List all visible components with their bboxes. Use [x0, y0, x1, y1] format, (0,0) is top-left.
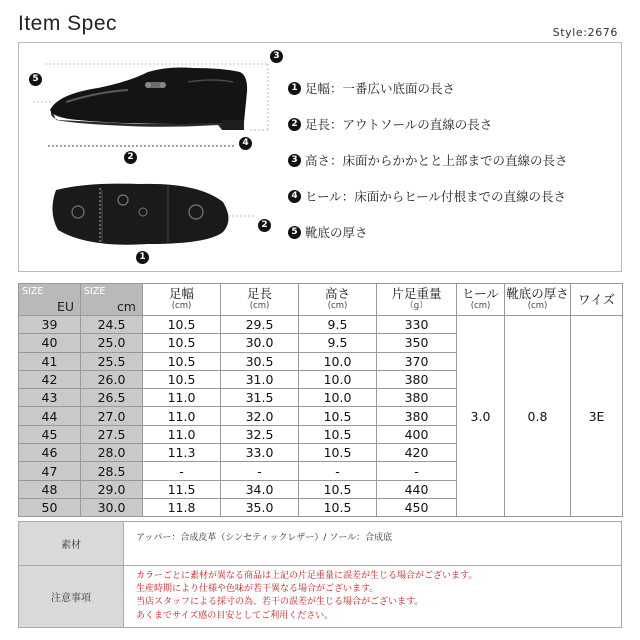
marker-4: 4	[239, 137, 252, 150]
cell-cm: 25.5	[81, 352, 143, 370]
cell-length: 33.0	[221, 444, 299, 462]
cell-weight: 370	[377, 352, 457, 370]
header-sole-thickness: 靴底の厚さ (cm)	[505, 284, 571, 316]
cell-cm: 27.0	[81, 407, 143, 425]
cell-width: 11.0	[143, 389, 221, 407]
cell-width: -	[143, 462, 221, 480]
cell-length: 34.0	[221, 480, 299, 498]
legend-item-3	[288, 142, 628, 178]
legend-number: 3	[288, 154, 301, 167]
cell-weight: 380	[377, 389, 457, 407]
legend-item-1	[288, 70, 628, 106]
legend-text: 足長：アウトソールの直線の長さ	[305, 117, 493, 132]
cell-length: 31.0	[221, 370, 299, 388]
cell-eu: 44	[19, 407, 81, 425]
header-length: 足長 (cm)	[221, 284, 299, 316]
cell-heel: 3.0	[457, 316, 505, 517]
legend-text: 靴底の厚さ	[305, 225, 368, 240]
size-table	[18, 283, 623, 517]
cell-weight: 420	[377, 444, 457, 462]
cell-eu: 41	[19, 352, 81, 370]
material-label: 素材	[19, 522, 124, 566]
cell-cm: 24.5	[81, 316, 143, 334]
cell-eu: 48	[19, 480, 81, 498]
cell-weight: 380	[377, 370, 457, 388]
style-code: Style:2676	[552, 26, 618, 39]
legend-item-4	[288, 178, 628, 214]
cell-cm: 25.0	[81, 334, 143, 352]
cell-weight: 400	[377, 425, 457, 443]
cell-cm: 28.5	[81, 462, 143, 480]
cell-eu: 45	[19, 425, 81, 443]
header-size-cm: SIZE cm	[81, 284, 143, 316]
cell-cm: 26.0	[81, 370, 143, 388]
cell-weight: 350	[377, 334, 457, 352]
cell-width: 11.0	[143, 425, 221, 443]
cell-height: 10.5	[299, 498, 377, 516]
cell-weight: 380	[377, 407, 457, 425]
cell-eu: 46	[19, 444, 81, 462]
cell-height: 10.5	[299, 407, 377, 425]
marker-1: 1	[136, 251, 149, 264]
cell-cm: 30.0	[81, 498, 143, 516]
cell-height: 10.0	[299, 389, 377, 407]
cell-width: 11.5	[143, 480, 221, 498]
cell-length: 30.5	[221, 352, 299, 370]
cell-eu: 47	[19, 462, 81, 480]
cell-length: 35.0	[221, 498, 299, 516]
caution-line: 生産時期により仕様や色味が若干異なる場合がございます。	[136, 584, 379, 595]
cell-length: 30.0	[221, 334, 299, 352]
caution-line: カラーごとに素材が異なる商品は上記の片足重量に誤差が生じる場合がございます。	[136, 571, 478, 581]
cell-width: 10.5	[143, 352, 221, 370]
cell-height: 10.5	[299, 444, 377, 462]
cell-eu: 39	[19, 316, 81, 334]
cell-eu: 50	[19, 498, 81, 516]
cell-height: 10.0	[299, 370, 377, 388]
cell-eu: 42	[19, 370, 81, 388]
material-text: アッパー：合成皮革（シンセティックレザー）/ ソール：合成底	[124, 522, 622, 566]
caution-line: あくまでサイズ感の目安としてご利用ください。	[136, 610, 334, 621]
header-width: 足幅 (cm)	[143, 284, 221, 316]
caution-row	[19, 566, 622, 628]
marker-3: 3	[270, 50, 283, 63]
caution-label: 注意事項	[19, 566, 124, 628]
cell-cm: 26.5	[81, 389, 143, 407]
legend-number: 5	[288, 226, 301, 239]
legend-number: 2	[288, 118, 301, 131]
cell-width: 11.3	[143, 444, 221, 462]
notes-table	[18, 521, 622, 628]
cell-weight: -	[377, 462, 457, 480]
cell-cm: 28.0	[81, 444, 143, 462]
header-size-eu: SIZE EU	[19, 284, 81, 316]
marker-5: 5	[29, 73, 42, 86]
caution-content	[124, 566, 622, 628]
cell-width: 11.8	[143, 498, 221, 516]
cell-length: 29.5	[221, 316, 299, 334]
cell-wise: 3E	[571, 316, 623, 517]
cell-eu: 43	[19, 389, 81, 407]
cell-weight: 330	[377, 316, 457, 334]
cell-length: 31.5	[221, 389, 299, 407]
header-heel: ヒール (cm)	[457, 284, 505, 316]
header-weight: 片足重量 （g）	[377, 284, 457, 316]
cell-height: 10.5	[299, 425, 377, 443]
legend-text: 足幅：一番広い底面の長さ	[305, 81, 456, 96]
cell-sole-thickness: 0.8	[505, 316, 571, 517]
legend-item-5	[288, 214, 628, 250]
cell-cm: 29.0	[81, 480, 143, 498]
marker-2-top: 2	[124, 151, 137, 164]
cell-height: 10.5	[299, 480, 377, 498]
caution-line: 当店スタッフによる採寸の為、若干の誤差が生じる場合がございます。	[136, 597, 424, 608]
material-row	[19, 522, 622, 566]
cell-eu: 40	[19, 334, 81, 352]
marker-2-bottom: 2	[258, 219, 271, 232]
legend-number: 1	[288, 82, 301, 95]
size-table-header	[19, 284, 623, 316]
cell-height: 9.5	[299, 316, 377, 334]
cell-height: 9.5	[299, 334, 377, 352]
measurement-legend	[288, 70, 628, 250]
page-title: Item Spec	[18, 12, 118, 35]
legend-number: 4	[288, 190, 301, 203]
cell-width: 10.5	[143, 334, 221, 352]
cell-length: -	[221, 462, 299, 480]
header-height: 高さ (cm)	[299, 284, 377, 316]
legend-text: ヒール：床面からヒール付根までの直線の長さ	[305, 189, 567, 204]
legend-text: 高さ：床面からかかとと上部までの直線の長さ	[305, 153, 568, 168]
cell-width: 10.5	[143, 370, 221, 388]
cell-length: 32.0	[221, 407, 299, 425]
cell-height: -	[299, 462, 377, 480]
cell-weight: 450	[377, 498, 457, 516]
header-wise: ワイズ	[571, 284, 623, 316]
cell-width: 10.5	[143, 316, 221, 334]
cell-width: 11.0	[143, 407, 221, 425]
cell-height: 10.0	[299, 352, 377, 370]
cell-cm: 27.5	[81, 425, 143, 443]
legend-item-2	[288, 106, 628, 142]
table-row	[19, 316, 623, 334]
cell-length: 32.5	[221, 425, 299, 443]
cell-weight: 440	[377, 480, 457, 498]
